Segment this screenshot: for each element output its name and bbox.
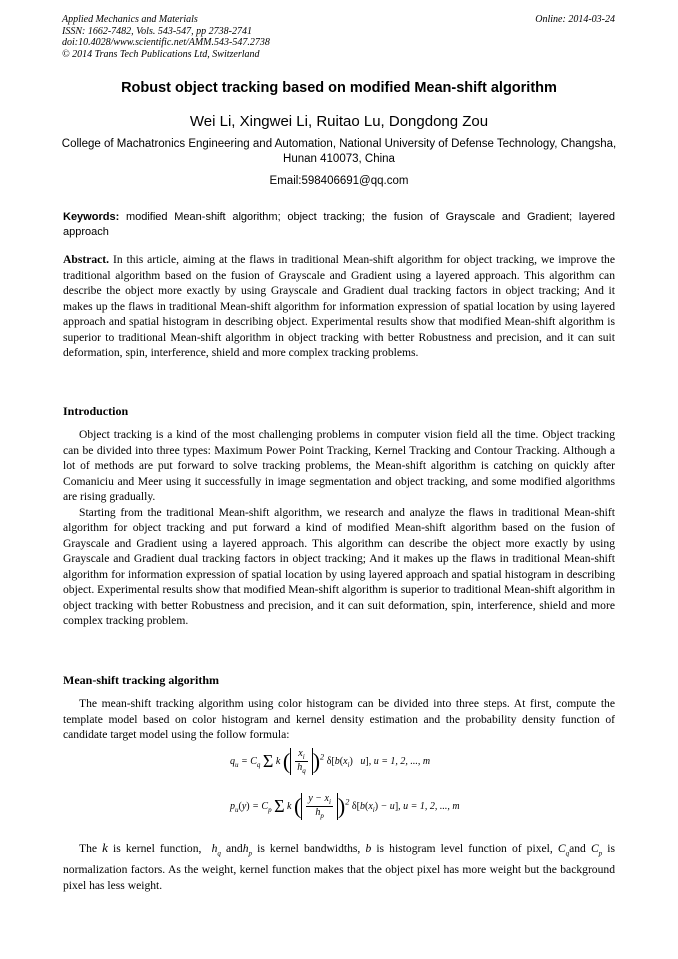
- intro-paragraph-1: Object tracking is a kind of the most challenging problems in computer vision field all the time. Object tracking can be divided into three types: Maximum Power Point Tracking, Kernel Tracking and Contour Tracking. Although a lot of methods are put forward to solve tracking problems, the Mean-shift algorithm is catching on quickly after Comaniciu and Meer using it successfully in image segmentation and object tracking, and some modified algorithms are rising gradually.: [63, 428, 615, 503]
- introduction-body: [63, 427, 615, 629]
- p2-k: k: [102, 840, 108, 855]
- email: Email:598406691@qq.com: [269, 175, 409, 187]
- p2-part4: is histogram level function of pixel,: [376, 842, 553, 855]
- abstract-label: Abstract.: [63, 253, 110, 266]
- equation-candidate-model: $p_u(y) = C_p$ Σ k ( $\frac{y - x_i}{h_p}$ )$^2$ $\delta[b(x_i) - u]$, u = 1, 2, ..., m: [230, 793, 460, 820]
- keywords: [63, 210, 615, 240]
- eq1-range: , u = 1, 2, ..., m: [368, 755, 431, 767]
- journal-name: Applied Mechanics and Materials: [62, 14, 198, 25]
- paper-title: Robust object tracking based on modified Mean-shift algorithm: [121, 80, 557, 96]
- intro-paragraph-2: Starting from the traditional Mean-shift algorithm, we research and analyze the flaws in traditional Mean-shift algorithm for object tracking and put forward a kind of modified Mean-shift algorithm based on the fusion of Grayscale and Gradient using a layered approach. This algorithm can describe the object more exactly by using Grayscale and Gradient dual tracking factors in object tracking; And it makes up the flaws in traditional Mean-shift algorithm for information expression of spatial location by using layered approach and spatial histogram in describing object. Experimental results show that modified Mean-shift algorithm is superior to traditional Mean-shift algorithm in object tracking with better Robustness and precision, and it can suit deformation, spin, interference, shield and more complex tracking problem.: [63, 505, 615, 627]
- abstract: [63, 252, 615, 361]
- authors: Wei Li, Xingwei Li, Ruitao Lu, Dongdong Zou: [189, 113, 489, 130]
- affiliation: College of Machatronics Engineering and Automation, National University of Defense Technology, Changsha, Hunan 410073, China: [61, 138, 617, 165]
- meanshift-heading: Mean-shift tracking algorithm: [63, 673, 219, 687]
- p2-and2: and: [569, 842, 586, 855]
- p2-and: and: [225, 842, 243, 855]
- meanshift-paragraph-2: The k is kernel function, $h_q$ andh$_p$ is kernel bandwidths, b is histogram level function of pixel, $C_qand$ $C_p$ is normalization factors. As the weight, kernel function makes that the object pixel has more weight but the background pixel has less weight.: [63, 840, 615, 893]
- meanshift-text-1: The mean-shift tracking algorithm using color histogram can be divided into three steps. At first, compute the template model based on color histogram and kernel density estimation and the probability density function of candidate target model using the follow formula:: [63, 697, 615, 741]
- keywords-label: Keywords:: [63, 211, 120, 223]
- equation-template-model: $q_u = C_q$ Σ k ( $\frac{x_i}{h_q}$ )$^2$ $\delta[b(x_i)$ u], u = 1, 2, ..., m: [230, 748, 431, 775]
- p2-part3: is kernel bandwidths,: [257, 842, 361, 855]
- p2-part2: is kernel function,: [113, 842, 202, 855]
- meanshift-paragraph-1: [63, 696, 615, 743]
- issn: ISSN: 1662-7482, Vols. 543-547, pp 2738-2741: [62, 25, 252, 37]
- doi: doi:10.4028/www.scientific.net/AMM.543-547.2738: [62, 37, 270, 48]
- p2-b: b: [365, 842, 372, 855]
- journal-header: [62, 14, 615, 60]
- keywords-text: modified Mean-shift algorithm; object tracking; the fusion of Grayscale and Gradient; layered approach: [63, 211, 615, 238]
- introduction-heading: Introduction: [63, 404, 129, 418]
- p2-part5: is normalization factors. As the weight, kernel function makes that the object pixel has more weight but the background pixel has less weight.: [63, 842, 615, 893]
- eq2-range: , u = 1, 2, ..., m: [398, 800, 460, 812]
- copyright: © 2014 Trans Tech Publications Ltd, Switzerland: [62, 48, 260, 60]
- online-date: Online: 2014-03-24: [535, 14, 615, 25]
- p2-part1: The: [79, 842, 98, 855]
- abstract-text: In this article, aiming at the flaws in traditional Mean-shift algorithm for object tracking, we improve the traditional algorithm based on the fusion of Grayscale and Gradient using a layered approach. This algorithm can describe the object more exactly by using Grayscale and Gradient dual tracking factors in object tracking; And it makes up the flaws in traditional Mean-shift algorithm for information expression of spatial location by using layered approach and spatial histogram in describing object. Experimental results show that modified Mean-shift algorithm is superior to traditional Mean-shift algorithm in object tracking with better Robustness and precision, and it can suit deformation, spin, interference, shield and more complex tracking problems.: [63, 253, 616, 359]
